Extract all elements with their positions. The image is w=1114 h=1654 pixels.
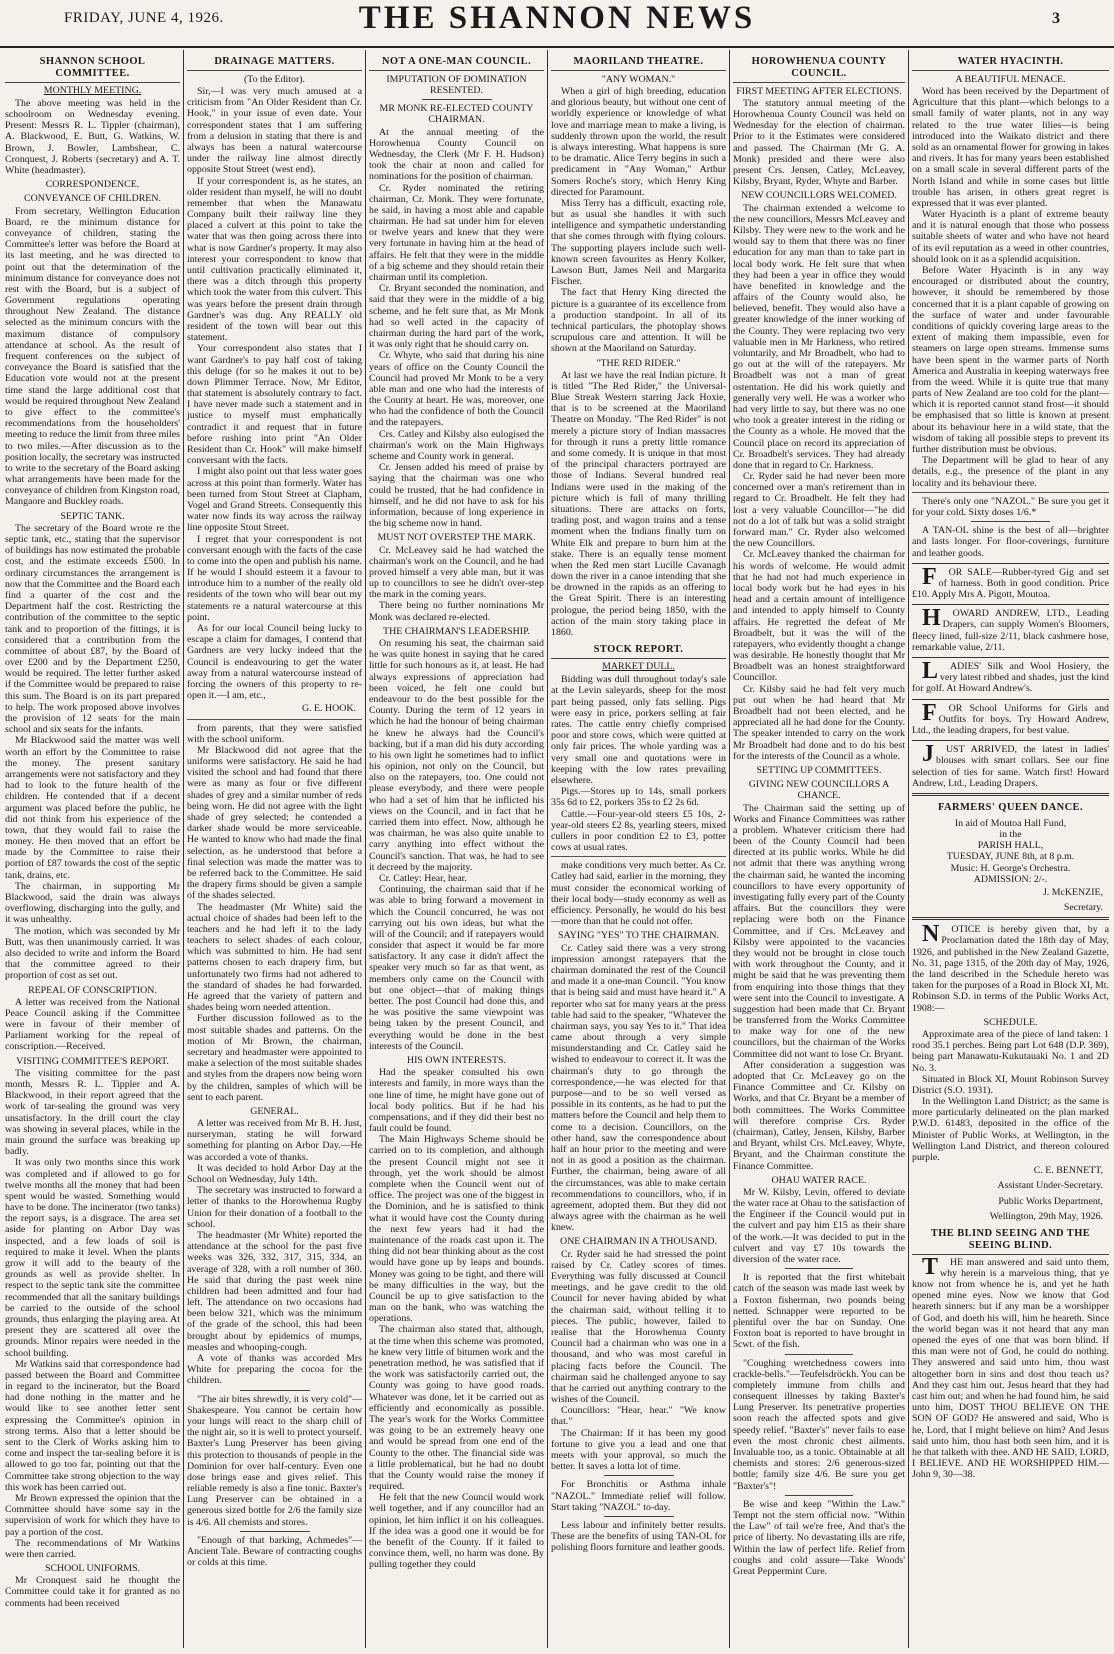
advertisement: JUST ARRIVED, the latest in ladies' blouses with smart collars. See our fine selection of ties for same. Watch first! Howard Andrew, Ltd., Leading Drapers. bbox=[912, 741, 1109, 789]
article-heading: NOT A ONE-MAN COUNCIL. bbox=[369, 56, 544, 71]
column-1 bbox=[2, 50, 183, 1646]
dance-line: In aid of Moutoa Hall Fund, bbox=[954, 817, 1067, 829]
section-caption: THE CHAIRMAN'S LEADERSHIP. bbox=[383, 625, 530, 637]
article-heading: MAORILAND THEATRE. bbox=[551, 56, 726, 71]
section-caption: VISITING COMMITTEE'S REPORT. bbox=[16, 1055, 169, 1067]
classified-ad bbox=[912, 740, 1109, 789]
divider bbox=[785, 1495, 854, 1496]
paragraph: Mr Blackwood said the matter was well worth an effort by the Committee to raise the money. The present sanitary arrangements were not satisfactory and they had to look to the future health of the children. He contended that if a decent argument was placed before the public, he did not think from his experience of the town, that they would fail to raise the money. He then moved that an effort be made by the Committee to raise their portion of £87 towards the cost of the septic tank, drains, etc. bbox=[5, 735, 180, 881]
article-heading: SHANNON SCHOOL COMMITTEE. bbox=[5, 56, 180, 83]
divider bbox=[604, 1516, 674, 1517]
paragraph: Cr. Ryder said he had never been more concerned over a man's retirement than in regard to Cr. Broadbelt. He felt they had lost a very valuable Councillor—"he did not do a lot of talk but was a solid straight forward man." Cr. Ryder also welcomed the new Councillors. bbox=[733, 471, 905, 550]
paragraph: Mr Watkins said that correspondence had passed between the Board and Committee in regard to the incinerator, but the Board had done nothing in the matter and he would like to see another letter sent expressing the Committee's opinion in strong terms. Also that a letter should be sent to the Clerk of Works asking him to come and inspect the tar-sealing before it is allowed to go too far, pointing out that the Committee take strong objection to the way this work has been carried out. bbox=[5, 1358, 180, 1493]
advertisement: HOWARD ANDREW, LTD., Leading Drapers, can supply Women's Bloomers, fleecy lined, full-size 2/11, black cashmere hose, remarkable value, 2/11. bbox=[912, 605, 1109, 653]
letter-signature: G. E. HOOK. bbox=[301, 703, 356, 715]
paragraph: It was decided to hold Arbor Day at the School on Wednesday, July 14th. bbox=[187, 1162, 362, 1186]
advertisement: Be wise and keep "Within the Law." Tempt not the stern official now. "Within the Law" of tail we're free, And that's the price of liberty. No devastating ills are rife, Within the law of perfect life. Relief from coughs and cold assure—Take Woods' Great Peppermint Cure. bbox=[733, 1498, 905, 1577]
paragraph: Mr Brown expressed the opinion that the Committee should have some say in the supervision of work for which they have to pay a portion of the cost. bbox=[5, 1492, 180, 1538]
article-heading: STOCK REPORT. bbox=[551, 644, 726, 659]
divider bbox=[785, 1268, 854, 1269]
article-subheading: FIRST MEETING AFTER ELECTIONS. bbox=[736, 85, 902, 97]
paragraph: THE man answered and said unto them, why herein is a marvelous thing, that ye know not from whence he is, and yet he hath opened mine eyes. Now we know that God heareth sinners: but if any man be a worshipper of God, and doeth his will, him he heareth. Since the world began was it not heard that any man opened the eyes of one that was born blind. If this man were not of God, he could do nothing. They answered and said unto him, thou wast altogether born in sins and dost thou teach us? And they cast him out. Jesus heard that they had cast him out; and when he had found him, he said unto him, DOST THOU BELIEVE ON THE SON OF GOD? He answered and said, Who is he, Lord, that I might believe on him? And Jesus said unto him, thou hast both seen him, and it is he that talketh with thee. AND HE SAID, LORD, I BELIEVE. AND HE WORSHIPPED HIM.—John 9, 30—38. bbox=[912, 1253, 1109, 1481]
section-caption: SCHOOL UNIFORMS. bbox=[44, 1563, 141, 1575]
notice-signature: Public Works Department, bbox=[998, 1195, 1103, 1207]
paragraph: from parents, that they were satisfied with the school uniform. bbox=[187, 722, 362, 745]
paragraph: Cr. Bryant seconded the nomination, and said that they were in the middle of a big scheme, and he felt sure that, as Mr Monk had so well acted in the capacity of chairman during the hard part of the work, it was only right that he should carry on. bbox=[369, 283, 544, 351]
section-caption: ONE CHAIRMAN IN A THOUSAND. bbox=[560, 1236, 717, 1248]
paragraph: At the annual meeting of the Horowhenua County Council on Wednesday, the Clerk (Mr F. H. Hudson) took the chair at noon and called for nominations for the position of chairman. bbox=[369, 126, 544, 183]
paragraph: A letter was received from the National Peace Council asking if the Committee were in favour of their member of Parliament working for the repeal of conscription.—Received. bbox=[5, 996, 180, 1053]
paragraph: Approximate area of the piece of land taken: 1 rood 35.1 perches. Being part Lot 648 (D.P. 369), being part Manawatu-Kukutauaki No. 1 and 2D No. 3. bbox=[912, 1028, 1109, 1074]
paragraph: From secretary, Wellington Education Board, re the minimum distance for conveyance of children, stating the Committee's letter was before the Board at its last meeting, and he was directed to point out that the determination of the minimum distance for conveyance does not rest with the Board, but is a subject of Government regulations operating throughout New Zealand. The distance selected as the minimum concurs with the maximum distance of compulsory attendance at school. As the result of frequent conferences on the subject of conveyance the Board is satisfied that the Education vote would not at the present time stand the large additional cost that would be required throughout New Zealand to give effect to the committee's recommendations from the householders' meeting to reduce the limit from three miles to two miles.—After discussion as to the position locally, the secretary was instructed to write to the secretary of the Board asking what arrangements have been made for the conveyance of children from Kingston road, Mangaore and Buckley roads. bbox=[5, 205, 180, 508]
paragraph: The fact that Henry King directed the picture is a guarantee of its excellence from a production standpoint. In all of its technical particulars, the photoplay shows scrupulous care and attention. It will be shown at the Maoriland on Saturday. bbox=[551, 287, 726, 355]
paragraph: Cr. Ryder nominated the retiring chairman, Cr. Monk. They were fortunate, he said, in having a most able and capable chairman. He had sat under him for eleven or twelve years and knew that they were very fortunate in having him at the head of affairs. He felt that they were in the middle of a big scheme and they should retain their chairman until its completion. bbox=[369, 182, 544, 284]
paragraph: At last we have the real Indian picture. It is titled "The Red Rider," the Universal-Blue Streak Western starring Jack Hoxie, that is to be screened at the Maoriland Theatre on Monday. "The Red Rider" is not merely a picture story of Indian massacres for through it runs a pretty little romance and some comedy. It is unique in that most of the principal characters portrayed are those of Indians. Several hundred real Indians were used in the making of the picture which is full of many thrilling situations. There are attacks on forts, trading post, and wagon trains and a tense moment when the Indians finally turn on White Elk and prepare to burn him at the stake. There is an equally tense moment when the Red men start Lucille Cavanagh down the river in a canoe intending that she be drowned in the rapids as an offering to the Great Spirit. There is an interesting prologue, the period being 1850, with the action of the main story taking place in 1860. bbox=[551, 369, 726, 639]
paragraph: Cattle.—Four-year-old steers £5 10s, 2-year-old steers £2 8s, yearling steers, mixed cullers in poor condition £2 to £3, potter cows at usual rates. bbox=[551, 808, 726, 854]
advertisement: There's only one "NAZOL." Be sure you get it for your cold. Sixty doses 1/6.* bbox=[912, 495, 1109, 518]
divider bbox=[422, 99, 492, 100]
article-subheading: MARKET DULL. bbox=[602, 661, 675, 673]
section-caption: GIVING NEW COUNCILLORS A CHANCE. bbox=[748, 779, 890, 802]
section-caption: CONVEYANCE OF CHILDREN. bbox=[24, 193, 161, 205]
paragraph: The Chairman: If it has been my good fortune to give you a lead and one that meets with your approval, so much the better. It saves a lotta lot of time. bbox=[551, 1427, 726, 1473]
dance-line: TUESDAY, JUNE 8th, at 8 p.m. bbox=[946, 851, 1075, 863]
paragraph: He felt that the new Council would work well together, and if any councillor had an opinion, let him inflict it on his colleagues. If the idea was a good one it would be for the benefit of the County. If it failed to convince them, well, no harm was done. By pulling together they could bbox=[369, 1492, 544, 1571]
notice-signature: Wellington, 29th May, 1926. bbox=[989, 1210, 1103, 1222]
section-caption: HIS OWN INTERESTS. bbox=[406, 1054, 507, 1066]
dance-title: FARMERS' QUEEN DANCE. bbox=[937, 801, 1083, 813]
divider bbox=[240, 1390, 310, 1391]
paragraph: Continuing, the chairman said that if he was able to bring forward a movement in which the Council concurred, he was not carrying out his own ideas, but what the will of the Council; and if ratepayers would consider that aspect it would be far more satisfactory. It any case it didn't affect the speaker very much so far as that went, as members only came on the Council with but one object—that of making things better. The post Council had done this, and he was positive the same viewpoint was being taken by the present Council, and everything would be done in the best interests of the Council. bbox=[369, 884, 544, 1052]
paragraph: There being no further nominations Mr Monk was declared re-elected. bbox=[369, 600, 544, 623]
paragraph: It was only two months since this work was completed and if allowed to go for twelve months all the money that had been spent would be wasted. Something would have to be done. The incinerator (two tanks) the report says, is a disgrace. The area set aside for planting on Arbor Day was inspected, and a few loads of soil is required to make it level. When the plants grow it will add to the beauty of the grounds as well as provide shelter. In respect to the septic tank site the committee recommended that all the sanitary buildings be carried to the outside of the school grounds, thus enlarging the playing area. At present they are scattered all over the grounds. Minor repairs were needed in the school building. bbox=[5, 1157, 180, 1359]
paragraph: Cr. Whyte, who said that during his nine years of office on the County Council the Council had proved Mr Monk to be a very able man and one who had the interests of the County at heart. He was, moreover, one who had the confidence of both the Council and the ratepayers. bbox=[369, 350, 544, 429]
paragraph: Word has been received by the Department of Agriculture that this plant—which belongs to a small family of water plants, not in any way related to the true water lilies—is being introduced into the Waikato district and there sold as an ornamental flower for growing in lakes and rivers. It has for many years been established on a small scale in several different parts of the North Island and while in some cases but little trouble has arisen, in others great regret is expressed that it was ever planted. bbox=[912, 86, 1109, 209]
column-4 bbox=[548, 50, 729, 1646]
advertisement: A TAN-OL shine is the best of all—brighter and lasts longer. For floor-coverings, furniture and leather goods. bbox=[912, 525, 1109, 559]
section-caption: CORRESPONDENCE. bbox=[45, 179, 140, 191]
newspaper-title: THE SHANNON NEWS bbox=[358, 0, 756, 36]
divider bbox=[785, 1354, 854, 1355]
paragraph: Mr Blackwood did not agree that the uniforms were satisfactory. He said he had visited the school and had found that there were as many as four or five different shades of grey and a similar number of reds being worn. He did not agree with the light shade of grey selected; he contended a darker shade would be more serviceable. He wanted to know who had made the final selection, as he understood that before a final selection was made the matter was to be referred back to the Committee. He said the drapery firms should be given a sample of the shades selected. bbox=[187, 744, 362, 902]
section-caption: OHAU WATER RACE. bbox=[771, 1174, 867, 1186]
paragraph: The motion, which was seconded by Mr Butt, was then unanimously carried. It was also decided to write and inform the Board that the committee agreed to their proportion of cost as set out. bbox=[5, 925, 180, 982]
paragraph: Cr. McLeavey said he had watched the chairman's work on the Council, and he had proved himself a very able man, but it was up to councillors to see he didn't over-step the mark in the coming years. bbox=[369, 544, 544, 601]
paragraph: The recommendations of Mr Watkins were then carried. bbox=[5, 1537, 180, 1560]
paragraph: Sir,—I was very much amused at a criticism from "An Older Resident than Cr. Hook," in your issue of even date. Your correspondent states that I am suffering from a delusion in stating that there is and always has been a natural watercourse under the railway line almost directly opposite Stout Street (west end). bbox=[187, 86, 362, 176]
paragraph: The Main Highways Scheme should be carried on to its completion, and although the present Council might not see it through, yet the work should be almost complete when the Council went out of office. The project was one of the biggest in the Dominion, and he is satisfied to think what it would have cost the County during the next few years had it had the maintenance of the roads cast upon it. The thing did not bear thinking about as the cost would have gone up by leaps and bounds. Money was going to be tight, and there will be many difficulties in the way, but the Council be up to give satisfaction to the man on the bank, who was watching the operations. bbox=[369, 1134, 544, 1325]
article-heading: WATER HYACINTH. bbox=[912, 56, 1109, 71]
column-6 bbox=[909, 50, 1112, 1646]
paragraph: On resuming his seat, the chairman said he was quite honest in saying that he cared little for such honours as it, at least. He had always expressions of appreciation had been voiced, he felt one could but endeavour to do the best possible for the County. During the term of 12 years in which he had the honour of being chairman he knew he always had the Council's backing, but if a man did his duty according to his own light he sometimes had to inflict his opinion, not only on the Council, but also on the ratepayers, too. One could not please everybody, and there were people who had a set of him that he inflicted his views on the Council, and in fact that he carried them into effect. Now, although he was chairman, he was also quite unable to carry anything into effect without the Council's sanction. That was, he had to see it decreed by the majority. bbox=[369, 638, 544, 873]
paragraph: Mr W. Kilsby, Levin, offered to deviate the water race at Ohau to the satisfaction of the Engineer if the Council would put in the culvert and pay him £15 as their share of the work.—It was decided to put in the culvert and vay £7 10s towards the diversion of the water race. bbox=[733, 1186, 905, 1266]
classified-ad bbox=[912, 699, 1109, 737]
paragraph: After consideration a suggestion was adopted that Cr. McLeavey go on the Finance Committee and Cr. Kilsby on Works, and that Cr. Bryant be a member of both committees. The Works Committee will therefore comprise Crs. Ryder (chairman), Catley, Jensen, Kilsby, Barber and Bryant, whilst Crs. McLeavey, Whyte, Bryant, and the Chairman constitute the Finance Committee. bbox=[733, 1059, 905, 1172]
column-2 bbox=[184, 50, 365, 1646]
advertisement: "Coughing wretchedness cowers into crackle-bells."—Teufelsdröckh. You can be completely immune from chills and consequent illnesses by taking Baxter's Lung Preserver. Its penetrative properties soon reach the affected spots and give speedy relief. "Baxter's" never fails to ease even the most chronic chest ailments. Invaluable too, as a tonic. Obtainable at all chemists and stores: 2/6 generous-sized bottle; family size 4/6. Be sure you get "Baxter's"! bbox=[733, 1357, 905, 1492]
paragraph: The above meeting was held in the schoolroom on Wednesday evening. Present: Messrs R. L. Tippler (chairman), A. Blackwood, E. Butt, G. Watkins, W. Brown, J. Bowler, Lambshear, C. Cronquest, J. Roberts (secretary) and A. T. White (headmaster). bbox=[5, 97, 180, 177]
paragraph: Further discussion followed as to the most suitable shades and patterns. On the motion of Mr Brown, the chairman, secretary and headmaster were appointed to make a selection of the most suitable shades and styles from the drapers now being worn by the children, samples of which will be sent to each parent. bbox=[187, 1013, 362, 1103]
dance-line: Music: H. George's Orchestra. bbox=[950, 862, 1071, 874]
paragraph: Cr. Jensen added his meed of praise by saying that the chairman was one who could be trusted, that he had confidence in himself, and he did not have to ask for his information, because of long experience in the big scheme now in hand. bbox=[369, 462, 544, 530]
paragraph: Cr. Catley said there was a very strong impression amongst ratepayers that the chairman dominated the rest of the Council and made it a one-man Council. "You know that is being said and must have heard it." A reporter who sat for many years at the press table had said to the speaker, "Whatever the chairman says, you say Yes to it." That idea came about through a very simple misunderstanding and Cr. Catley said he wished to endeavour to correct it. It was the chairman's duty to go through the correspondence,—he was elected for that purpose—and to be so well versed as possible in its contents, as he had to put the matters before the Council and help them to come to a decision. Councillors, on the other hand, saw the correspondence about half an hour prior to the meeting and were not in as good a position as the chairman. Further, the chairman, being aware of all the circumstances, was able to make certain recommendations to councillors, who, if in agreement, adopted them. But they did not always agree with the chairman as he well knew. bbox=[551, 942, 726, 1234]
advertisement: "Enough of that barking, Achmedes"—Ancient Tale. Beware of contracting coughs or colds at this time. bbox=[187, 1534, 362, 1569]
article-subheading: "ANY WOMAN." bbox=[601, 73, 676, 85]
paragraph: Cr. McLeavey thanked the chairman for his words of welcome. He would admit that he had not had much experience in local body work but he had eyes in his head and a certain amount of intelligence and intended to apply himself to County affairs. He regretted the defeat of Mr Broadbelt, but it was the will of the ratepayers, who evidently thought a change was desirable. He honestly thought that Mr Broadbelt was an honest straightforward Councillor. bbox=[733, 549, 905, 684]
paragraph: The headmaster (Mr White) reported the attendance at the school for the past five weeks was 326, 332, 317, 315, 334, an average of 328, with a roll number of 360. He said that during the past week nine children had been admitted and four had left. The attendance on two occasions had been below 321, which was the minimum of the grade of the school, this had been brought about by epidemics of mumps, measles and whooping-cough. bbox=[187, 1229, 362, 1353]
paragraph: The statutory annual meeting of the Horowhenua County Council was held on Wednesday for the election of chairman. Prior to it the Estimates were considered and passed. The Chairman (Mr G. A. Monk) presided and there were also present Crs. Jensen, Catley, McLeavey, Kilsby, Bryant, Ryder, Whyte and Barber. bbox=[733, 97, 905, 188]
section-caption: "THE RED RIDER." bbox=[596, 357, 681, 369]
dance-signature: J. McKENZIE, bbox=[1042, 886, 1103, 898]
paragraph: The Chairman said the setting up of Works and Finance Committees was rather a problem. Whatever criticism there had been of the County Council had been directed at its public works. While he did not admit that there was anything wrong the chairman said, he wanted the incoming councillors to have every opportunity of investigating fully every part of the County affairs. But the councillors they were replacing were both on the Finance Committee, and if Crs. McLeavey and Kilsby were appointed to the vacancies they would not be brought in close touch with work throughout the County, and it might be said that he was preventing them from enquiring into those things that they were sent into the Council to investigate. A suggestion had been made that Cr. Bryant be transferred from the Works Committee to make way for one of the new councillors, but the chairman of the Works Committee did not want to lose Cr. Bryant. bbox=[733, 802, 905, 1060]
section-caption: SETTING UP COMMITTEES. bbox=[756, 764, 882, 776]
paragraph: Before Water Hyacinth is in any way encouraged or distributed about the country, however, it should be remembered by those concerned that it is a plant capable of growing on the surface of water and under favourable conditions of quickly covering large areas to the extent of making them impassible, even for steamers on large open streams. Immense sums have been spent in the warmer parts of North America and Australia in keeping waterways free from the weed. While it is quite true that many parts of New Zealand are too cold for the plant—which it is reported cannot stand frost—it should be emphasised that so little is known at present about its behaviour here in a wild state, that the wisdom of taking all possible steps to prevent its further distribution must be obvious. bbox=[912, 265, 1109, 456]
paragraph: A letter was received from Mr B. H. Just, nurseryman, stating he will forward something for planting on Arbor Day.—He was accorded a vote of thanks. bbox=[187, 1118, 362, 1163]
paragraph: Cr. Kilsby said he had felt very much put out when he had heard that Mr Broadbelt had not been elected, and he appreciated all he had done for the County. The speaker intended to carry on the work Mr Broadbelt had done and to do his best for the interests of the Council as a whole. bbox=[733, 683, 905, 762]
paragraph: Councillors: "Hear, hear." "We know that." bbox=[551, 1405, 726, 1428]
article-subheading: MONTHLY MEETING. bbox=[43, 84, 142, 96]
section-caption: MUST NOT OVERSTEP THE MARK. bbox=[377, 532, 536, 544]
paragraph: The chairman also stated that, although, at the time when this scheme was promoted, he knew very little of bitumen work and the penetration method, he was satisfied that if the work was satisfactorily carried out, the County was going to have good roads. Whatever was done, let it be carried out as efficiently and economically as possible. The year's work for the Works Committee was going to be an extremely heavy one and would be spread from one end of the County to the other. The financial side was a little problematical, but he had no doubt that the County would raise the money if required. bbox=[369, 1324, 544, 1493]
advertisement: LADIES' Silk and Wool Hosiery, the very latest ribbed and shades, just the kind for golf. At Howard Andrew's. bbox=[912, 658, 1109, 695]
paragraph: The Department will be glad to hear of any details, e.g., the presence of the plant in any locality and its behaviour there. bbox=[912, 455, 1109, 489]
classified-ad bbox=[912, 657, 1109, 695]
public-notice: NOTICE is hereby given that, by a Proclamation dated the 18th day of May, 1926, and published in the New Zealand Gazette, No. 31, page 1315, of the 20th day of May, 1926, the land described in the Schedule hereto was taken for the purposes of a Road in Block XI, Mt. Robinson S.D. in terms of the Public Works Act, 1908:— bbox=[912, 921, 1109, 1014]
paragraph: The visiting committee for the past month, Messrs R. L. Tippler and A. Blackwood, in their report agreed that the work of tar-sealing the ground was very unsatisfactory. In the drill court the clay was showing in several places, while in the main ground the surface was breaking up badly. bbox=[5, 1067, 180, 1158]
divider bbox=[551, 856, 726, 857]
divider bbox=[971, 521, 1050, 522]
paragraph: If your correspondent is, as he states, an older resident than myself, he will no doubt remember that when the Manawatu Company built their railway line they placed a culvert at this point to take the water that was then going across there into what is now Gardner's property. It may also interest your correspondent to know that until cultivation practically eliminated it, there was a ditch through this property which took the water from this culvert. This was years before the present drain through Gardner's was dug. Any REALLY old resident of the town will bear out this statement. bbox=[187, 175, 362, 344]
classified-ad bbox=[912, 604, 1109, 653]
divider bbox=[912, 917, 1109, 920]
dance-line: ADMISSION: 2/-. bbox=[973, 873, 1048, 885]
paragraph: The secretary was instructed to forward a letter of thanks to the Horowhenua Rugby Union for their donation of a football to the school. bbox=[187, 1185, 362, 1230]
advertisement: FOR SALE—Rubber-tyred Gig and set of harness. Both in good condition. Price £10. Apply Mrs A. Pigott, Moutoa. bbox=[912, 563, 1109, 601]
advertisement: For Bronchitis or Asthma inhale "NAZOL." Immediate relief will follow. Start taking "NAZOL" to-day. bbox=[551, 1479, 726, 1513]
advertisement: "The air bites shrewdly, it is very cold"—Shakespeare. You cannot be certain how your lungs will react to the sharp chill of the night air, so it is well to protect yourself. Baxter's Lung Preserver has been giving this protection to thousands of people in the Dominion for over half-century. Even one dose brings ease and gives relief. This reliable remedy is also a fine tonic. Baxter's Lung Preserver can be obtained in a generous sized bottle for 2/6 the family size is 4/6. All chemists and stores. bbox=[187, 1393, 362, 1528]
paragraph: Bidding was dull throughout today's sale at the Levin saleyards, sheep for the most part being passed, only fats selling. Pigs were easy in price, porkers selling at fair rates. The cattle entry chiefly comprised poor and store cows, which were quitted at only fair prices. The whole yarding was a very small one and quotations were in keeping with the low rates prevailing elsewhere. bbox=[551, 674, 726, 786]
masthead bbox=[0, 0, 1114, 48]
column-3 bbox=[366, 50, 547, 1646]
article-heading: THE BLIND SEEING AND THE SEEING BLIND. bbox=[912, 1228, 1109, 1255]
section-caption: REPEAL OF CONSCRIPTION. bbox=[28, 984, 157, 996]
article-heading: HOROWHENUA COUNTY COUNCIL. bbox=[733, 56, 905, 83]
dance-signature: Secretary. bbox=[1063, 902, 1103, 914]
section-caption: SCHEDULE. bbox=[983, 1016, 1038, 1028]
divider bbox=[240, 1531, 310, 1532]
paragraph: Your correspondent also states that I want Gardner's to pay half cost of taking this deluge (for so he makes it out to be) down Plimmer Terrace. Now, Mr Editor, that statement is absolutely contrary to fact. I have never made such a statement and in justice to myself must emphatically contradict it and request that in future before rushing into print "An Older Resident than Cr. Hook" will make himself conversant with the facts. bbox=[187, 343, 362, 467]
paragraph: The chairman extended a welcome to the new councillors, Messrs McLeavey and Kilsby. They were new to the work and he would say to them that there was no finer education for any man than to take part in local body work. He felt sure that when they had been a year in office they would have benefited in knowledge and the affairs of the County would also, he believed, benefit. They would also have a greater knowledge of the inner working of the County. They were replacing two very valuable men in Mr Harkness, who retired voluntarily, and Mr Broadbelt, who had to go out at the will of the ratepayers. Mr Broadbelt was not a man of great ostentation. He did his work quietly and generally very well. He was a worker who had very little to say, but there was no one who took a greater interest in the riding or the County as a whole. He moved that the Council place on record its appreciation of Cr. Broadbelt's services. They had already done that in regard to Cr. Harkness. bbox=[733, 202, 905, 471]
dance-line: PARISH HALL, bbox=[977, 840, 1044, 852]
paragraph: Water Hyacinth is a plant of extreme beauty and it is natural enough that those who possess suitable sheets of water and who have not heard of its evil reputation as a weed in other countries, should look on it as a splendid acquisition. bbox=[912, 209, 1109, 265]
paragraph: make conditions very much better. As Cr. Catley had said, earlier in the morning, they must consider the economical working of their local body—study economy as well as efficiency. Personally, he would do his best—more than that he could not offer. bbox=[551, 860, 726, 928]
paragraph: Had the speaker consulted his own interests and family, in more ways than the one line of time, he might have gone out of local body politics. But if he had his compensations, and if they did their best no fault could be found. bbox=[369, 1067, 544, 1135]
paragraph: Cr. Ryder said he had stressed the point raised by Cr. Catley scores of times. Everything was fully discussed at Council meetings, and he gave credit to the old Council for never having abided by what the chairman said, without telling it to pieces. The public, however, failed to realise that the Horowhenua County Council had a chairman who was one in a thousand, and who was most careful in placing facts before the Council. The chairman said he challenged anyone to say that he carried out anything contrary to the wishes of the Council. bbox=[551, 1248, 726, 1406]
paragraph: I regret that your correspondent is not conversant enough with the facts of the case to come into the open and publish his name. If he would I should esteem it a favour to introduce him to a number of the really old residents of the town who will bear out my statements re a natural watercourse at this point. bbox=[187, 533, 362, 623]
notice-signature: C. E. BENNETT, bbox=[1033, 1165, 1103, 1177]
paragraph: In the Wellington Land District; as the same is more particularly delineated on the plan marked P.W.D. 61483, deposited in the office of the Minister of Public Works, at Wellington, in the Wellington Land District, and thereon coloured purple. bbox=[912, 1096, 1109, 1164]
section-caption: SEPTIC TANK. bbox=[60, 510, 125, 522]
column-5 bbox=[730, 50, 908, 1646]
paragraph: When a girl of high breeding, education and glorious beauty, but without one cent of worldly experience or knowledge of what love and marriage mean to make a living, is suddenly thrown upon the world, the result is always interesting. What happens is sure to be dramatic. Alice Terry begins in such a predicament in "Any Woman," Arthur Somers Roche's story, which Henry King directed for Paramount. bbox=[551, 86, 726, 198]
paragraph: The chairman, in supporting Mr Blackwood, said the drain was always overflowing, discharging into the gully, and it was unhealthy. bbox=[5, 880, 180, 926]
advertisement: Less labour and infinitely better results. These are the benefits of using TAN-OL for polishing floors furniture and leather goods. bbox=[551, 1519, 726, 1554]
section-caption: SAYING "YES" TO THE CHAIRMAN. bbox=[557, 930, 720, 942]
paragraph: Situated in Block XI, Mount Robinson Survey District (S.O. 1931). bbox=[912, 1073, 1109, 1096]
divider bbox=[912, 492, 1109, 493]
article-heading: DRAINAGE MATTERS. bbox=[187, 56, 362, 71]
paragraph: Crs. Catley and Kilsby also eulogised the chairman's work on the Main Highways scheme and County work in general. bbox=[369, 428, 544, 463]
article-subheading: (To the Editor). bbox=[243, 73, 305, 85]
divider bbox=[912, 793, 1109, 796]
paragraph: As for our local Council being lucky to escape a claim for damages, I contend that Gardners are very lucky indeed that the Council is endeavouring to get the water away from a natural watercourse instead of forcing the owners of this property to re-open it.—I am, etc., bbox=[187, 623, 362, 702]
paragraph: Miss Terry has a difficult, exacting role, but as usual she handles it with such intelligence and sympathetic understanding that she comes through with flying colours. The supporting players include such well-known screen favourites as Henry Kolker, Lawson Butt, James Neil and Margarita Fischer. bbox=[551, 197, 726, 288]
section-caption: MR MONK RE-ELECTED COUNTY CHAIRMAN. bbox=[379, 103, 534, 126]
section-caption: GENERAL. bbox=[250, 1105, 299, 1117]
issue-date: FRIDAY, JUNE 4, 1926. bbox=[64, 10, 224, 26]
paragraph: It is reported that the first whitebait catch of the season was made last week by a Foxton fisherman, two pounds being netted. Schnapper were reported to be plentiful over the bar on Sunday. One Foxton boat is reported to have brought in 5cwt. of the fish. bbox=[733, 1272, 905, 1351]
article-subheading: A BEAUTIFUL MENACE. bbox=[955, 73, 1066, 85]
article-subheading: IMPUTATION OF DOMINATION RESENTED. bbox=[386, 73, 527, 97]
divider bbox=[604, 1475, 674, 1476]
section-caption: NEW COUNCILLORS WELCOMED. bbox=[741, 190, 897, 202]
classified-ad bbox=[912, 563, 1109, 601]
paragraph: Cr. Catley: Hear, hear. bbox=[379, 872, 467, 884]
page-number: 3 bbox=[1052, 10, 1060, 27]
notice-signature: Assistant Under-Secretary. bbox=[997, 1180, 1103, 1192]
paragraph: Mr Cronquest said he thought the Committee could take it for granted as no comments had been received bbox=[5, 1575, 180, 1609]
paragraph: The headmaster (Mr White) said the actual choice of shades had been left to the teachers and he had left it to the lady teachers to select shades of each colour, which was submitted to him. He had sent patterns chosen to each drapery firm, but unfortunately two firms had not adhered to the standard of shades he had forwarded. He agreed that the variety of pattern and shades being worn needed attention. bbox=[187, 901, 362, 1014]
divider bbox=[187, 719, 362, 720]
paragraph: The secretary of the Board wrote re the septic tank, etc., stating that the supervisor of buildings has now estimated the probable cost, and the estimate exceeds £500. In ordinary circumstances the arrangement is now that the Committee and the Board each find a quarter of the cost and the Department half the cost. Restricting the contribution of the committee to the septic tank and to proportion of the fittings, it is considered that a contribution from the committee of about £87, by the Board of over £200 and by the Department £250, would be required. The letter further asked if the Committee would be prepared to raise this sum. The Board is on its part prepared to help. The work proposed above involves the provision of 12 seats for the main school and six seats for the infants. bbox=[5, 522, 180, 736]
paragraph: I might also point out that less water goes across at this point than formerly. Water has been turned from Stout Street at Clapham, Vogel and Grand Streets. Consequently this water now finds its way across the railway line opposite Stout Street. bbox=[187, 466, 362, 534]
paragraph: A vote of thanks was accorded Mrs White for preparing the cocoa for the children. bbox=[187, 1353, 362, 1387]
paragraph: Pigs.—Stores up to 14s, small porkers 35s 6d to £2, porkers 35s to £2 2s 6d. bbox=[551, 786, 726, 809]
dance-line: in the bbox=[999, 828, 1022, 840]
advertisement: FOR School Uniforms for Girls and Outfits for boys. Try Howard Andrew, Ltd., the leading drapers, for best value. bbox=[912, 699, 1109, 736]
